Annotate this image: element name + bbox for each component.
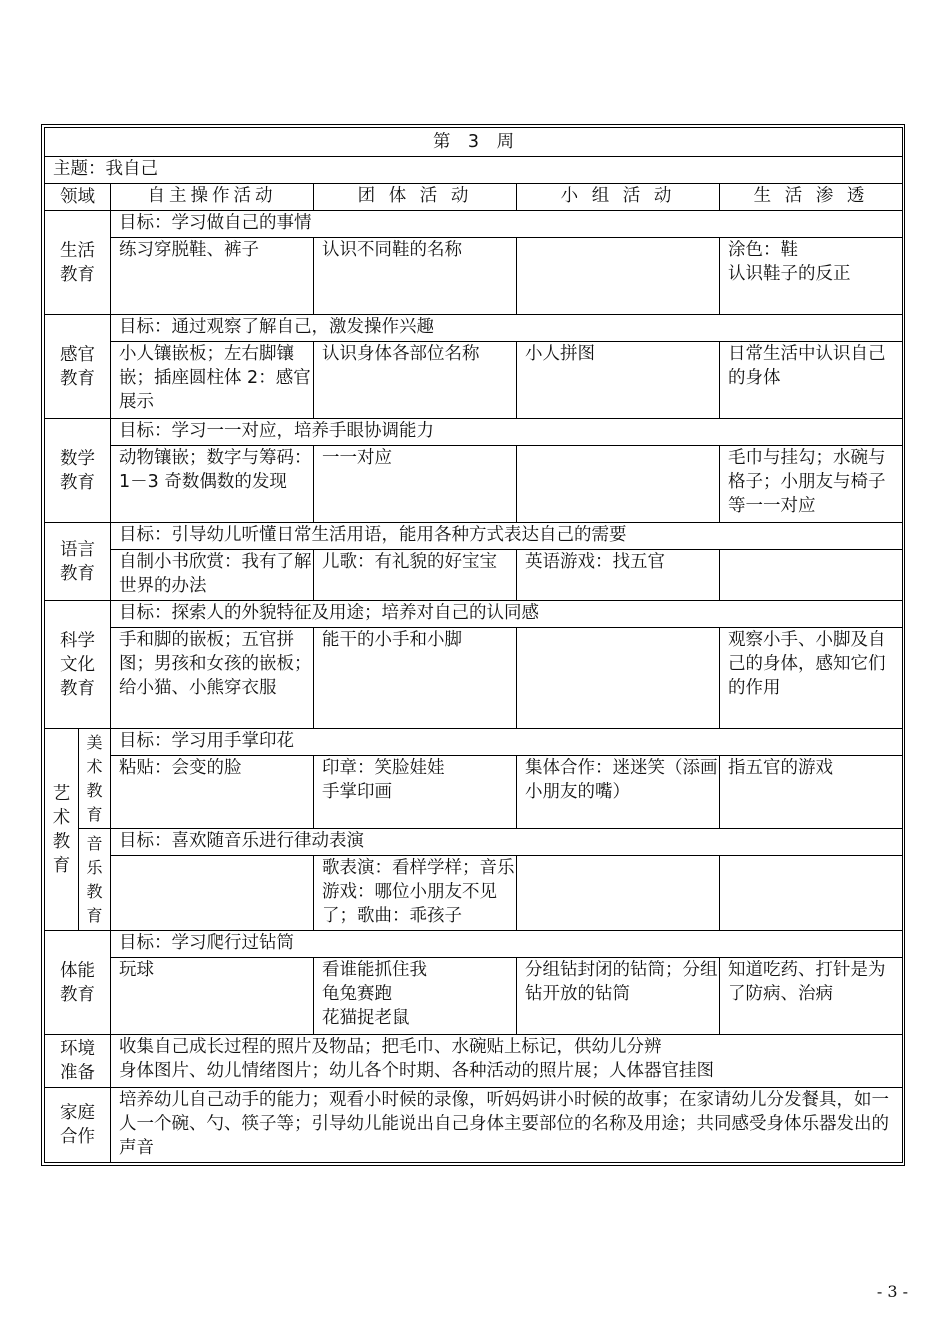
sense-small-group: 小人拼图: [517, 342, 720, 419]
header-group-activity: 团 体 活 动: [314, 184, 517, 211]
life-content-row: [45, 238, 903, 315]
pe-group-activity: 看谁能抓住我 龟兔赛跑 花猫捉老鼠: [314, 958, 517, 1035]
domain-math: 数学 教育: [45, 419, 111, 523]
family-text: 培养幼儿自己动手的能力；观看小时候的录像，听妈妈讲小时候的故事；在家请幼儿分发餐具，如一人一个碗、勺、筷子等；引导幼儿能说出自己身体主要部位的名称及用途；共同感受身体乐器发出的声音: [111, 1088, 903, 1163]
page-number: - 3 -: [876, 1282, 908, 1301]
pe-small-group: 分组钻封闭的钻筒；分组钻开放的钻筒: [517, 958, 720, 1035]
lang-goal: 目标：引导幼儿听懂日常生活用语，能用各种方式表达自己的需要: [111, 523, 903, 550]
math-goal: 目标：学习一一对应，培养手眼协调能力: [111, 419, 903, 446]
domain-family: 家庭 合作: [45, 1088, 111, 1163]
header-row: [45, 184, 903, 211]
lang-goal-row: [45, 523, 903, 550]
theme-label: 主题：我自己: [45, 157, 903, 184]
sci-content-row: [45, 628, 903, 729]
fine-art-goal: 目标：学习用手掌印花: [111, 729, 903, 756]
math-integration: 毛巾与挂勾；水碗与格子；小朋友与椅子等一一对应: [720, 446, 903, 523]
sense-self-activity: 小人镶嵌板；左右脚镶嵌；插座圆柱体 2：感官展示: [111, 342, 314, 419]
life-integration: 涂色：鞋 认识鞋子的反正: [720, 238, 903, 315]
header-small-group-activity: 小 组 活 动: [517, 184, 720, 211]
domain-environment: 环境 准备: [45, 1035, 111, 1088]
lang-small-group: 英语游戏：找五官: [517, 550, 720, 601]
lang-self-activity: 自制小书欣赏：我有了解世界的办法: [111, 550, 314, 601]
weekly-plan-table: [44, 127, 903, 1163]
sense-content-row: [45, 342, 903, 419]
life-group-activity: 认识不同鞋的名称: [314, 238, 517, 315]
env-row: [45, 1035, 903, 1088]
week-row: [45, 128, 903, 157]
header-life-integration: 生 活 渗 透: [720, 184, 903, 211]
subdomain-music: 音 乐 教 育: [79, 829, 111, 931]
life-goal: 目标：学习做自己的事情: [111, 211, 903, 238]
fine-art-small-group: 集体合作：迷迷笑（添画小朋友的嘴）: [517, 756, 720, 829]
sense-goal-row: [45, 315, 903, 342]
weekly-plan-frame: [41, 124, 905, 1166]
fine-art-group-activity: 印章：笑脸娃娃 手掌印画: [314, 756, 517, 829]
art-fine-content-row: [45, 756, 903, 829]
subdomain-fine-art: 美 术 教 育: [79, 729, 111, 829]
art-fine-goal-row: [45, 729, 903, 756]
lang-integration: [720, 550, 903, 601]
life-goal-row: [45, 211, 903, 238]
sci-group-activity: 能干的小手和小脚: [314, 628, 517, 729]
sci-goal-row: [45, 601, 903, 628]
music-group-activity: 歌表演：看样学样；音乐游戏：哪位小朋友不见了；歌曲：乖孩子: [314, 856, 517, 931]
art-music-goal-row: [45, 829, 903, 856]
lang-content-row: [45, 550, 903, 601]
header-domain: 领域: [45, 184, 111, 211]
sci-integration: 观察小手、小脚及自己的身体，感知它们的作用: [720, 628, 903, 729]
music-self-activity: [111, 856, 314, 931]
life-small-group: [517, 238, 720, 315]
math-content-row: [45, 446, 903, 523]
art-music-content-row: [45, 856, 903, 931]
domain-life: 生活 教育: [45, 211, 111, 315]
fine-art-self-activity: 粘贴：会变的脸: [111, 756, 314, 829]
math-self-activity: 动物镶嵌；数字与筹码：1－3 奇数偶数的发现: [111, 446, 314, 523]
music-small-group: [517, 856, 720, 931]
lang-group-activity: 儿歌：有礼貌的好宝宝: [314, 550, 517, 601]
pe-goal: 目标：学习爬行过钻筒: [111, 931, 903, 958]
math-group-activity: 一一对应: [314, 446, 517, 523]
fine-art-integration: 指五官的游戏: [720, 756, 903, 829]
pe-goal-row: [45, 931, 903, 958]
pe-integration: 知道吃药、打针是为了防病、治病: [720, 958, 903, 1035]
week-title: 第 3 周: [45, 128, 903, 157]
sci-small-group: [517, 628, 720, 729]
music-goal: 目标：喜欢随音乐进行律动表演: [111, 829, 903, 856]
math-goal-row: [45, 419, 903, 446]
domain-physical: 体能 教育: [45, 931, 111, 1035]
sense-integration: 日常生活中认识自己的身体: [720, 342, 903, 419]
life-self-activity: 练习穿脱鞋、裤子: [111, 238, 314, 315]
domain-sense: 感官 教育: [45, 315, 111, 419]
music-integration: [720, 856, 903, 931]
domain-art: 艺 术 教 育: [45, 729, 79, 931]
sci-goal: 目标：探索人的外貌特征及用途；培养对自己的认同感: [111, 601, 903, 628]
math-small-group: [517, 446, 720, 523]
pe-content-row: [45, 958, 903, 1035]
pe-self-activity: 玩球: [111, 958, 314, 1035]
sense-goal: 目标：通过观察了解自己，激发操作兴趣: [111, 315, 903, 342]
domain-language: 语言 教育: [45, 523, 111, 601]
sense-group-activity: 认识身体各部位名称: [314, 342, 517, 419]
home-row: [45, 1088, 903, 1163]
environment-text: 收集自己成长过程的照片及物品；把毛巾、水碗贴上标记，供幼儿分辨 身体图片、幼儿情绪图片；幼儿各个时期、各种活动的照片展；人体器官挂图: [111, 1035, 903, 1088]
domain-science: 科学 文化 教育: [45, 601, 111, 729]
header-self-activity: 自主操作活动: [111, 184, 314, 211]
sci-self-activity: 手和脚的嵌板；五官拼图；男孩和女孩的嵌板；给小猫、小熊穿衣服: [111, 628, 314, 729]
theme-row: [45, 157, 903, 184]
